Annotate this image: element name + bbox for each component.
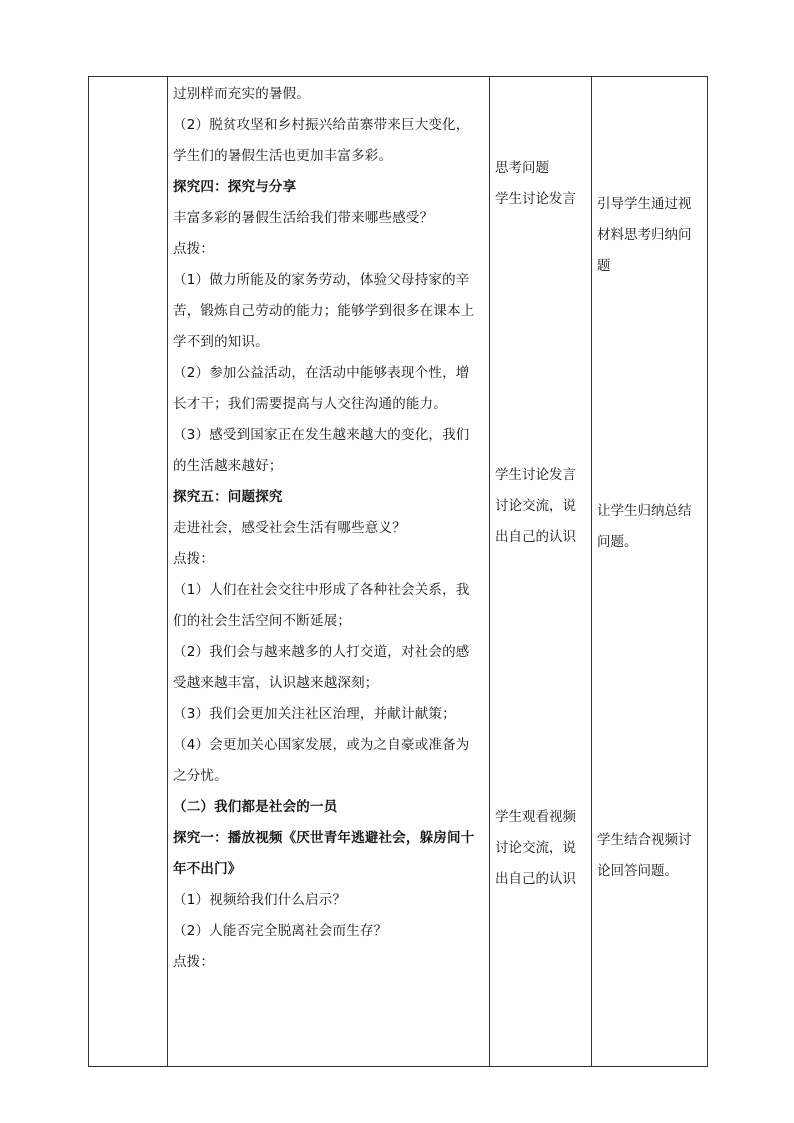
section-heading: （二）我们都是社会的一员 xyxy=(173,799,338,815)
text-line: （1）做力所能及的家务劳动，体验父母持家的辛 xyxy=(173,272,470,288)
design-intent-line: 题 xyxy=(597,258,611,274)
design-intent-line: 让学生归纳总结 xyxy=(597,503,692,519)
text-line: 丰富多彩的暑假生活给我们带来哪些感受？ xyxy=(173,210,434,226)
student-activity-line: 思考问题 xyxy=(495,160,549,176)
text-line: 学不到的知识。 xyxy=(173,334,269,350)
text-line: 受越来越丰富，认识越来越深刻； xyxy=(173,675,379,691)
section-heading: 探究四：探究与分享 xyxy=(173,179,297,195)
text-line: （1）视频给我们什么启示？ xyxy=(173,892,347,908)
section-heading: 探究五：问题探究 xyxy=(173,489,283,505)
design-intent-block xyxy=(592,189,698,282)
text-line: 走进社会，感受社会生活有哪些意义？ xyxy=(173,520,406,536)
teaching-content-cell xyxy=(168,77,490,1067)
design-intent-line: 问题。 xyxy=(597,534,638,550)
student-activity-line: 学生讨论发言 xyxy=(495,467,576,483)
text-line: 点拨： xyxy=(173,551,215,567)
text-line: 的生活越来越好； xyxy=(173,458,283,474)
student-activity-line: 出自己的认识 xyxy=(495,871,576,887)
lesson-plan-table xyxy=(88,76,708,1067)
student-activity xyxy=(490,77,591,1066)
section-heading: 探究一：播放视频《厌世青年逃避社会，躲房间十 xyxy=(173,830,475,846)
design-intent-block xyxy=(592,825,698,887)
text-line: 苦，锻炼自己劳动的能力；能够学到很多在课本上 xyxy=(173,303,475,319)
stage-column-cell xyxy=(89,77,168,1067)
design-intent-line: 学生结合视频讨 xyxy=(597,832,692,848)
design-intent-cell xyxy=(592,77,708,1067)
text-line: （3）感受到国家正在发生越来越大的变化，我们 xyxy=(173,427,470,443)
text-line: （2）脱贫攻坚和乡村振兴给苗寨带来巨大变化， xyxy=(173,117,470,133)
text-line: （2）参加公益活动，在活动中能够表现个性，增 xyxy=(173,365,470,381)
design-intent-line: 材料思考归纳问 xyxy=(597,227,692,243)
text-line: 点拨： xyxy=(173,954,215,970)
student-activity-line: 出自己的认识 xyxy=(495,529,576,545)
text-line: （2）人能否完全脱离社会而生存？ xyxy=(173,923,388,939)
text-line: 长才干；我们需要提高与人交往沟通的能力。 xyxy=(173,396,447,412)
text-line: （4）会更加关心国家发展，或为之自豪或准备为 xyxy=(173,737,470,753)
text-line: （2）我们会与越来越多的人打交道，对社会的感 xyxy=(173,644,470,660)
teaching-content xyxy=(168,77,489,978)
text-line: （1）人们在社会交往中形成了各种社会关系，我 xyxy=(173,582,470,598)
text-line: 学生们的暑假生活也更加丰富多彩。 xyxy=(173,148,393,164)
text-line: （3）我们会更加关注社区治理，并献计献策； xyxy=(173,706,456,722)
student-activity-line: 讨论交流，说 xyxy=(495,498,576,514)
student-activity-line: 学生讨论发言 xyxy=(495,191,576,207)
student-activity-block xyxy=(490,802,582,895)
design-intent-line: 论回答问题。 xyxy=(597,863,678,879)
student-activity-block xyxy=(490,153,582,215)
section-heading: 年不出门》 xyxy=(173,861,242,877)
student-activity-line: 讨论交流，说 xyxy=(495,840,576,856)
design-intent-line: 引导学生通过视 xyxy=(597,196,692,212)
text-line: 之分忧。 xyxy=(173,768,228,784)
student-activity-cell xyxy=(490,77,592,1067)
student-activity-line: 学生观看视频 xyxy=(495,809,576,825)
design-intent xyxy=(592,77,707,1066)
text-line: 过别样而充实的暑假。 xyxy=(173,86,310,102)
text-line: 们的社会生活空间不断延展； xyxy=(173,613,352,629)
student-activity-block xyxy=(490,460,582,553)
design-intent-block xyxy=(592,496,698,558)
text-line: 点拨： xyxy=(173,241,215,257)
